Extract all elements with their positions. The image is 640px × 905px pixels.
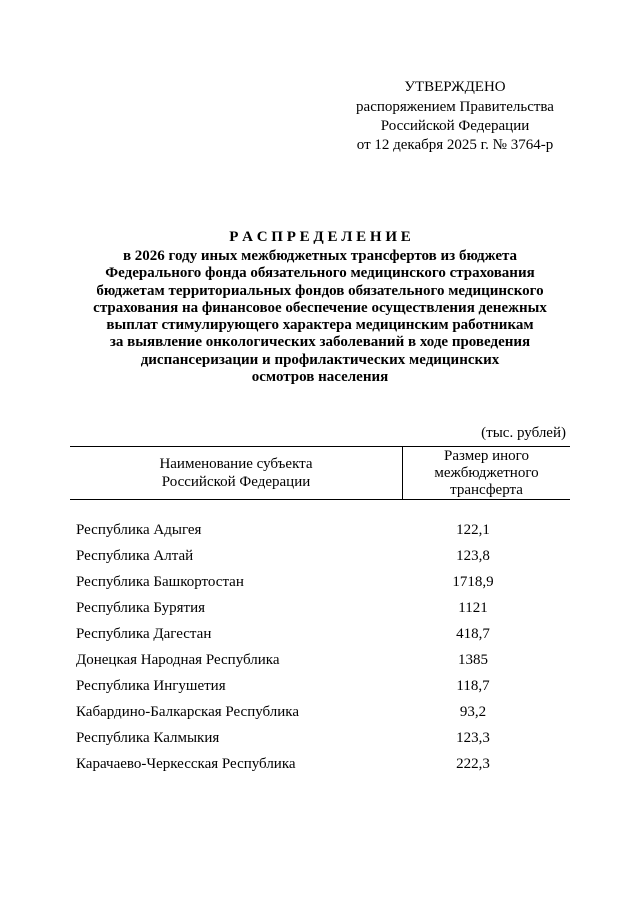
transfer-amount: 1718,9 [452, 574, 494, 590]
region-name: Донецкая Народная Республика [76, 652, 280, 668]
column-header-amount-line: межбюджетного [434, 464, 539, 481]
column-header-subject-line: Наименование субъекта [159, 456, 313, 472]
column-header-amount-line: трансферта [450, 481, 523, 498]
approval-heading: УТВЕРЖДЕНО [404, 79, 506, 95]
region-name: Кабардино-Балкарская Республика [76, 704, 300, 720]
table-row [76, 650, 570, 676]
document-title: Р А С П Р Е Д Е Л Е Н И Е [229, 229, 411, 245]
transfer-amount: 418,7 [456, 626, 490, 642]
subtitle-line: осмотров населения [251, 369, 389, 386]
table-row [76, 676, 570, 702]
approval-date-number: от 12 декабря 2025 г. № 3764-р [356, 137, 554, 153]
transfer-amount: 1385 [458, 652, 488, 668]
subtitle-line: Федерального фонда обязательного медицинского страхования [105, 265, 535, 282]
subtitle-line: в 2026 году иных межбюджетных трансфертов из бюджета [122, 248, 518, 264]
table-row [76, 546, 570, 572]
region-name: Республика Калмыкия [76, 730, 220, 746]
column-header-subject-line: Российской Федерации [161, 474, 311, 490]
table-body [76, 520, 570, 780]
region-name: Республика Бурятия [76, 600, 206, 616]
document-subtitle [40, 248, 600, 386]
approval-authority-country: Российской Федерации [380, 118, 530, 134]
column-header-amount-line: Размер иного [444, 447, 529, 464]
transfer-amount: 222,3 [456, 756, 490, 772]
table-row [76, 702, 570, 728]
transfer-amount: 1121 [458, 600, 488, 616]
subtitle-line: бюджетам территориальных фондов обязательного медицинского [96, 282, 544, 299]
table-row [76, 598, 570, 624]
transfer-amount: 123,3 [456, 730, 490, 746]
units-note: (тыс. рублей) [481, 425, 566, 441]
table-row [76, 624, 570, 650]
region-name: Республика Адыгея [76, 522, 202, 538]
region-name: Республика Дагестан [76, 626, 212, 642]
table-row [76, 728, 570, 754]
column-header-subject [70, 447, 402, 499]
column-header-amount [403, 447, 570, 499]
region-name: Республика Башкортостан [76, 574, 244, 590]
approval-authority: распоряжением Правительства [356, 99, 554, 115]
table-header [70, 446, 570, 500]
region-name: Республика Алтай [76, 548, 194, 564]
approval-stamp [330, 78, 580, 155]
region-name: Карачаево-Черкесская Республика [76, 756, 296, 772]
table-row [76, 754, 570, 780]
subtitle-line: диспансеризации и профилактических медицинских [140, 351, 500, 368]
subtitle-line: за выявление онкологических заболеваний в ходе проведения [109, 334, 531, 351]
subtitle-line: выплат стимулирующего характера медицинским работникам [106, 317, 534, 334]
table-row [76, 520, 570, 546]
transfer-amount: 122,1 [456, 522, 490, 538]
table-row [76, 572, 570, 598]
region-name: Республика Ингушетия [76, 678, 226, 694]
transfer-amount: 123,8 [456, 548, 490, 564]
transfer-amount: 118,7 [456, 678, 490, 694]
subtitle-line: страхования на финансовое обеспечение осуществления денежных [93, 299, 547, 316]
transfer-amount: 93,2 [459, 704, 487, 720]
